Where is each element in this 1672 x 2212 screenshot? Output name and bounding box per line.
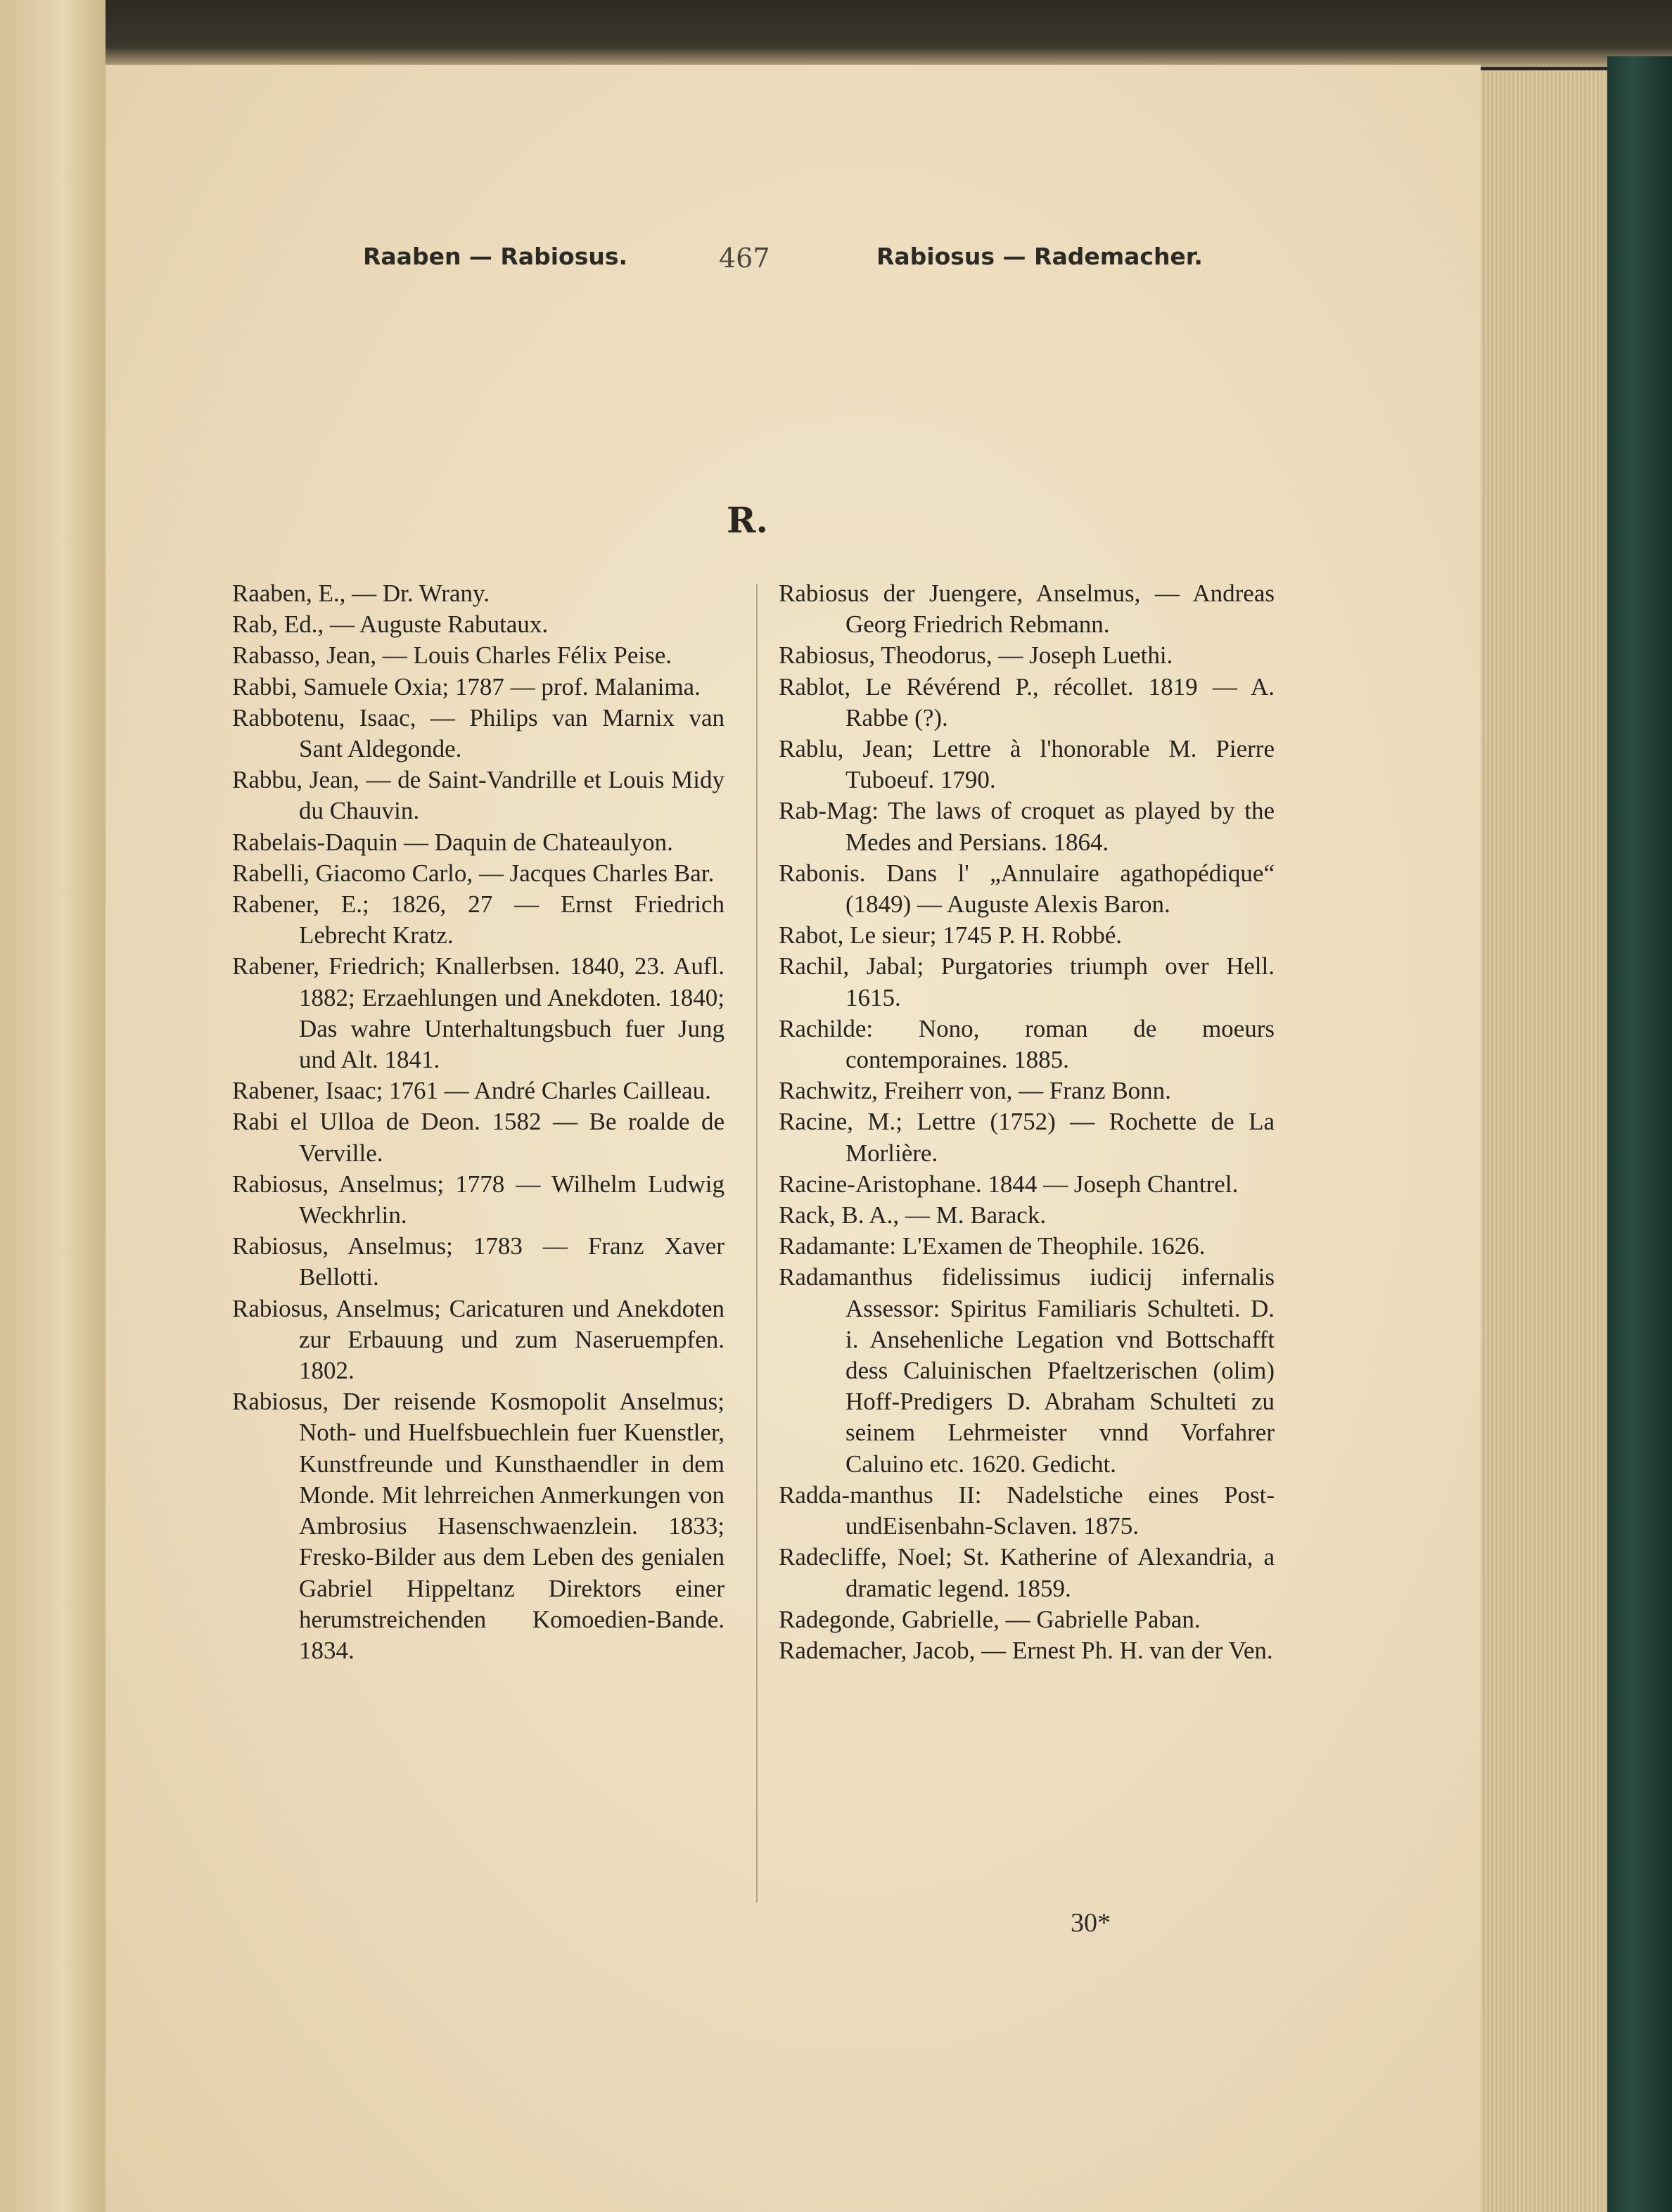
entry: Racine, M.; Lettre (1752) — Rochette de La Morlière. [779,1108,1275,1167]
entry: Rachil, Jabal; Purgatories triumph over Hell. 1615. [779,952,1275,1011]
entry: Radegonde, Gabrielle, — Gabrielle Paban. [779,1605,1201,1633]
entry: Rabiosus, Anselmus; Caricaturen und Anekdoten zur Erbauung und zum Naseruempfen. 1802. [232,1294,725,1385]
entry: Rabbi, Samuele Oxia; 1787 — prof. Malanima. [232,672,701,701]
column-divider [756,584,758,1903]
entry: Rabonis. Dans l' „Annulaire agathopédique“ (1849) — Auguste Alexis Baron. [779,859,1275,919]
entry: Rabiosus, Anselmus; 1783 — Franz Xaver Bellotti. [232,1232,725,1291]
entry: Rabiosus, Anselmus; 1778 — Wilhelm Ludwig Weckhrlin. [232,1170,725,1229]
entry: Rabasso, Jean, — Louis Charles Félix Peise. [232,641,672,670]
entry: Rabot, Le sieur; 1745 P. H. Robbé. [779,921,1123,950]
entry: Rablot, Le Révérend P., récollet. 1819 — A. Rabbe (?). [779,672,1275,731]
entry: Rabiosus, Theodorus, — Joseph Luethi. [779,641,1173,670]
entry: Radecliffe, Noel; St. Katherine of Alexandria, a dramatic legend. 1859. [779,1543,1275,1602]
entry: Raaben, E., — Dr. Wrany. [232,580,490,607]
entry: Rabbu, Jean, — de Saint-Vandrille et Louis Midy du Chauvin. [232,766,725,825]
entry: Rabener, Friedrich; Knallerbsen. 1840, 23. Aufl. 1882; Erzaehlungen und Anekdoten. 1840; Das wahre Unterhaltungsbuch fuer Jung und Alt. 1841. [232,952,725,1074]
book-cover-edge [1607,56,1672,2212]
section-letter: R. [727,499,768,541]
right-column [779,578,1275,1666]
entry: Rabelais-Daquin — Daquin de Chateaulyon. [232,828,673,856]
entry: Rachilde: Nono, roman de moeurs contemporaines. 1885. [779,1014,1275,1074]
running-header-left: Raaben — Rabiosus. [363,243,628,270]
entry: Radda-manthus II: Nadelstiche eines Post- undEisenbahn-Sclaven. 1875. [779,1481,1275,1540]
running-header-right: Rabiosus — Rademacher. [876,243,1203,270]
entry: Rablu, Jean; Lettre à l'honorable M. Pierre Tuboeuf. 1790. [779,735,1275,794]
printer-signature-mark: 30* [1071,1908,1111,1938]
page-number: 467 [719,243,770,274]
entry: Rabi el Ulloa de Deon. 1582 — Be roalde de Verville. [232,1108,725,1167]
entry: Rabener, Isaac; 1761 — André Charles Cailleau. [232,1077,711,1105]
left-binding [0,0,106,2212]
entry: Rabbotenu, Isaac, — Philips van Marnix van Sant Aldegonde. [232,703,725,763]
entry: Rabelli, Giacomo Carlo, — Jacques Charles Bar. [232,859,715,887]
entry: Radamante: L'Examen de Theophile. 1626. [779,1232,1206,1260]
entry: Radamanthus fidelissimus iudicij infernalis Assessor: Spiritus Familiaris Schulteti. D. i. Ansehenliche Legation vnd Bottschafft dess Caluinischen Pfaeltzerischen (olim) Hoff-Predigers D. Abraham Schulteti zu seinem Lehrmeister vnnd Vorfahrer Caluino etc. 1620. Gedicht. [779,1263,1275,1478]
left-column [232,578,725,1666]
entry: Racine-Aristophane. 1844 — Joseph Chantrel. [779,1170,1239,1198]
entry: Rademacher, Jacob, — Ernest Ph. H. van der Ven. [779,1636,1273,1664]
page-edges [1474,70,1607,2212]
entry: Rachwitz, Freiherr von, — Franz Bonn. [779,1077,1171,1105]
entry: Rab, Ed., — Auguste Rabutaux. [232,610,549,639]
entry: Rabener, E.; 1826, 27 — Ernst Friedrich Lebrecht Kratz. [232,890,725,950]
entry: Rack, B. A., — M. Barack. [779,1201,1047,1229]
top-background-strip [0,0,1672,67]
entry: Rabiosus der Juengere, Anselmus, — Andreas Georg Friedrich Rebmann. [779,580,1275,639]
entry: Rab-Mag: The laws of croquet as played by the Medes and Persians. 1864. [779,797,1275,856]
entry: Rabiosus, Der reisende Kosmopolit Anselmus; Noth- und Huelfsbuechlein fuer Kuenstler, Kunstfreunde und Kunsthaendler in dem Monde. Mit lehrreichen Anmerkungen von Ambrosius Hasenschwaenzlein. 1833; Fresko-Bilder aus dem Leben des genialen Gabriel Hippeltanz Direktors einer herumstreichenden Komoedien-Bande. 1834. [232,1388,725,1664]
